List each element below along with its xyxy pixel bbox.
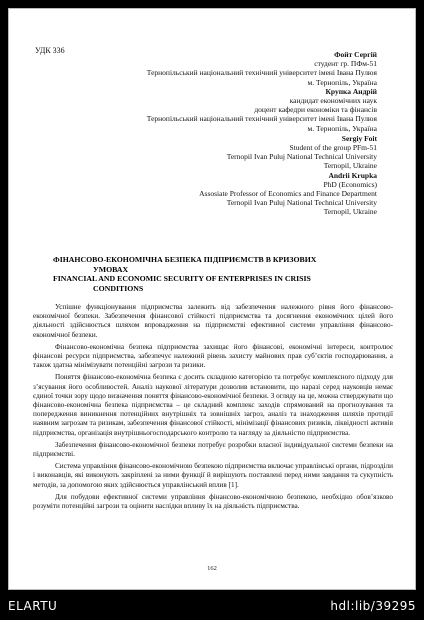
body-paragraph: Для побудови ефективної системи управління фінансово-економічною безпекою, необхідно обов’язково розуміти потенційні загрози та оцінити наслідки впливу їх на діяльність підприємства. xyxy=(33,492,393,511)
body-paragraph: Успішне функціонування підприємства залежить від забезпечення належного рівня його фінансово-економічної безпеки. Забезпечення фінансової стійкості підприємства та досягнення економічних цілей його діяльності здійснюється шляхом впровадження на підприємстві ефективної системи управління фінансово-економічної безпеки. xyxy=(33,303,393,339)
document-page xyxy=(8,8,416,590)
article-body xyxy=(33,303,393,514)
body-paragraph: Фінансово-економічна безпека підприємства захищає його фінансові, економічні інтереси, контролює фінансові ресурси підприємства, забезпечує належний рівень захисту майнових прав суб’єктів господарювання, а також здатна мінімізувати потенційні загрози та ризики. xyxy=(33,342,393,370)
author-line: Ternopil, Ukraine xyxy=(323,161,377,171)
author-line: Ternopil, Ukraine xyxy=(323,207,377,217)
title-en-line-2: CONDITIONS xyxy=(93,283,144,293)
body-paragraph: Поняття фінансово-економічна безпека є досить складною категорією та потребує комплексного підходу для з’ясування його особливостей. Аналіз наукової літератури дозволив встановити, що наразі серед науковців немає єдиної точки зору щодо визначення поняття фінансово-економічної безпеки. З огляду на це, можна стверджувати що фінансово-економічна безпека підприємства – це складний комплекс заходів спрямований на прогнозування та попередження виникнення потенційних внутрішніх та зовнішніх загроз, аналіз та знаходження шляхів протидії наявним загрозам та ризикам, забезпечення фінансової стійкості, мінімізації фінансових ризиків, ліквідності активів підприємства, організація внутрішньогосподарського контролю та нагляду за діяльністю підприємства. xyxy=(33,373,393,437)
author-name: Sergiy Foit xyxy=(341,133,377,143)
title-en-line-1: FINANCIAL AND ECONOMIC SECURITY OF ENTERPRISES IN CRISIS xyxy=(53,274,311,283)
author-line: доцент кафедри економіки та фінансів xyxy=(254,105,377,115)
authors-block xyxy=(47,50,377,217)
udk-code: УДК 336 xyxy=(35,46,65,55)
article-title xyxy=(53,255,373,293)
author-line: м. Тернопіль, Україна xyxy=(307,77,377,87)
title-ua-line-1: ФІНАНСОВО-ЕКОНОМІЧНА БЕЗПЕКА ПІДПРИЄМСТВ В КРИЗОВИХ xyxy=(53,255,317,264)
author-line: студент гр. ПФм-51 xyxy=(314,59,377,69)
author-line: Ternopil Ivan Puluj National Technical University xyxy=(226,152,377,162)
author-2 xyxy=(47,134,377,171)
author-3 xyxy=(47,171,377,217)
handle-id: hdl:lib/39295 xyxy=(330,599,416,613)
author-line: Тернопільський національний технічний університет імені Івана Пулюя xyxy=(146,114,377,124)
author-line: PhD (Economics) xyxy=(323,179,377,189)
repository-footer xyxy=(0,590,424,620)
body-paragraph: Система управління фінансово-економічною безпекою підприємства включає управлінські органи, підрозділи і виконавців, які виконують закріплені за ними функції й вирішують поставлені перед ними завдання та сукупність методів, за допомогою яких здійснюється управлінський вплив [1]. xyxy=(33,462,393,489)
author-name: Крупка Андрій xyxy=(325,86,377,96)
repository-name: ELARTU xyxy=(8,599,58,613)
page-number: 162 xyxy=(207,565,217,572)
author-name: Andrii Krupka xyxy=(328,170,377,180)
author-line: м. Тернопіль, Україна xyxy=(307,123,377,133)
author-line: Ternopil Ivan Puluj National Technical University xyxy=(226,198,377,208)
author-line: Student of the group PFm-51 xyxy=(289,143,377,153)
title-ua-line-2: УМОВАХ xyxy=(93,264,129,274)
body-paragraph: Забезпечення фінансово-економічної безпеки потребує розробки власної індивідуальної системи безпеки на підприємстві. xyxy=(33,440,393,459)
author-name: Фойт Сергій xyxy=(334,50,377,59)
author-0 xyxy=(47,50,377,87)
author-line: Assosiate Professor of Economics and Finance Department xyxy=(199,189,377,199)
author-line: кандидат економічних наук xyxy=(289,96,377,106)
author-line: Тернопільський національний технічний університет імені Івана Пулюя xyxy=(146,68,377,78)
author-1 xyxy=(47,87,377,133)
